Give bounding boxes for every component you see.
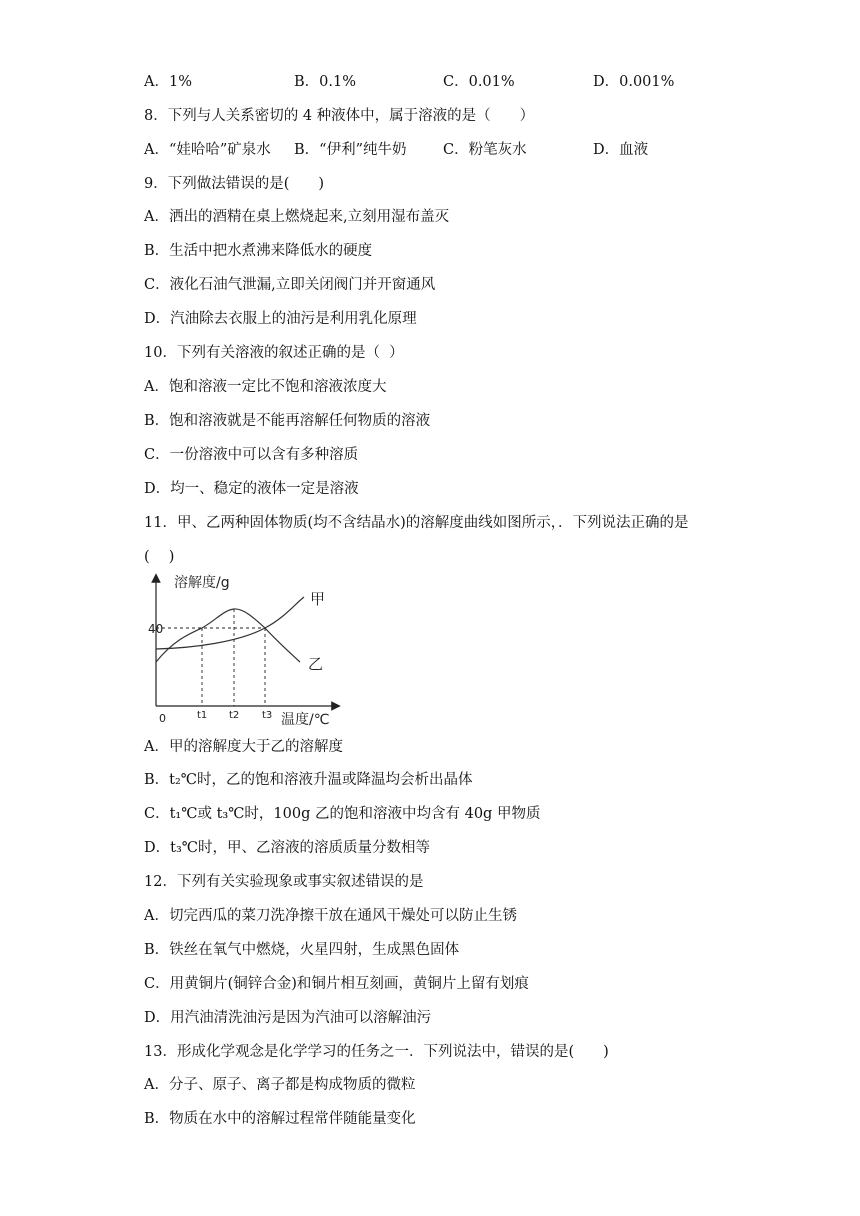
x-tick-t1: t1 [197,710,208,721]
q12-option-d: D．用汽油清洗油污是因为汽油可以溶解油污 [144,1010,432,1026]
q10-option-c: C．一份溶液中可以含有多种溶质 [144,447,359,463]
q12-stem: 12．下列有关实验现象或事实叙述错误的是 [144,874,424,890]
q10-stem: 10．下列有关溶液的叙述正确的是（ ） [144,345,404,361]
q7-option-a: A．1% [144,74,192,90]
y-tick-40: 40 [148,622,164,636]
q12-option-b: B．铁丝在氧气中燃烧，火星四射，生成黑色固体 [144,942,460,958]
q10-option-b: B．饱和溶液就是不能再溶解任何物质的溶液 [144,413,431,429]
q9-option-b: B．生活中把水煮沸来降低水的硬度 [144,243,373,259]
origin-label: 0 [159,712,166,725]
q9-option-d: D．汽油除去衣服上的油污是利用乳化原理 [144,311,417,327]
q7-option-b: B．0.1% [294,74,356,90]
y-axis-label: 溶解度/g [174,575,230,591]
q7-option-d: D．0.001% [593,74,675,90]
q8-option-c: C．粉笔灰水 [443,142,527,158]
q11-option-c: C．t₁℃或 t₃℃时，100g 乙的饱和溶液中均含有 40g 甲物质 [144,806,541,822]
q9-option-c: C．液化石油气泄漏,立即关闭阀门并开窗通风 [144,277,436,293]
q9-option-a: A．洒出的酒精在桌上燃烧起来,立刻用湿布盖灭 [144,209,450,225]
series-yi-label: 乙 [308,655,324,673]
q11-option-d: D．t₃℃时，甲、乙溶液的溶质质量分数相等 [144,840,430,856]
q9-stem: 9．下列做法错误的是( ) [144,176,325,192]
q11-stem-bracket: ( ) [144,549,175,565]
q11-option-a: A．甲的溶解度大于乙的溶解度 [144,739,343,755]
solubility-chart [144,570,344,735]
q11-stem: 11．甲、乙两种固体物质(均不含结晶水)的溶解度曲线如图所示，．下列说法正确的是 [144,515,689,531]
q10-option-a: A．饱和溶液一定比不饱和溶液浓度大 [144,379,387,395]
q10-option-d: D．均一、稳定的液体一定是溶液 [144,481,359,497]
x-tick-t3: t3 [262,710,273,721]
q13-option-b: B．物质在水中的溶解过程常伴随能量变化 [144,1111,416,1127]
series-jia-label: 甲 [310,590,326,608]
q12-option-c: C．用黄铜片(铜锌合金)和铜片相互刻画，黄铜片上留有划痕 [144,976,529,992]
q8-option-a: A．“娃哈哈”矿泉水 [144,142,271,158]
x-tick-t2: t2 [229,710,240,721]
q8-option-b: B．“伊利”纯牛奶 [294,142,407,158]
q12-option-a: A．切完西瓜的菜刀洗净擦干放在通风干燥处可以防止生锈 [144,908,517,924]
q13-option-a: A．分子、原子、离子都是构成物质的微粒 [144,1077,416,1093]
series-yi-curve [156,609,300,662]
q7-option-c: C．0.01% [443,74,515,90]
x-axis-label: 温度/℃ [281,712,330,728]
q8-option-d: D．血液 [593,142,649,158]
q13-stem: 13．形成化学观念是化学学习的任务之一．下列说法中，错误的是( ) [144,1044,609,1060]
q11-option-b: B．t₂℃时，乙的饱和溶液升温或降温均会析出晶体 [144,772,473,788]
q8-stem: 8．下列与人关系密切的 4 种液体中，属于溶液的是（ ） [144,108,535,124]
